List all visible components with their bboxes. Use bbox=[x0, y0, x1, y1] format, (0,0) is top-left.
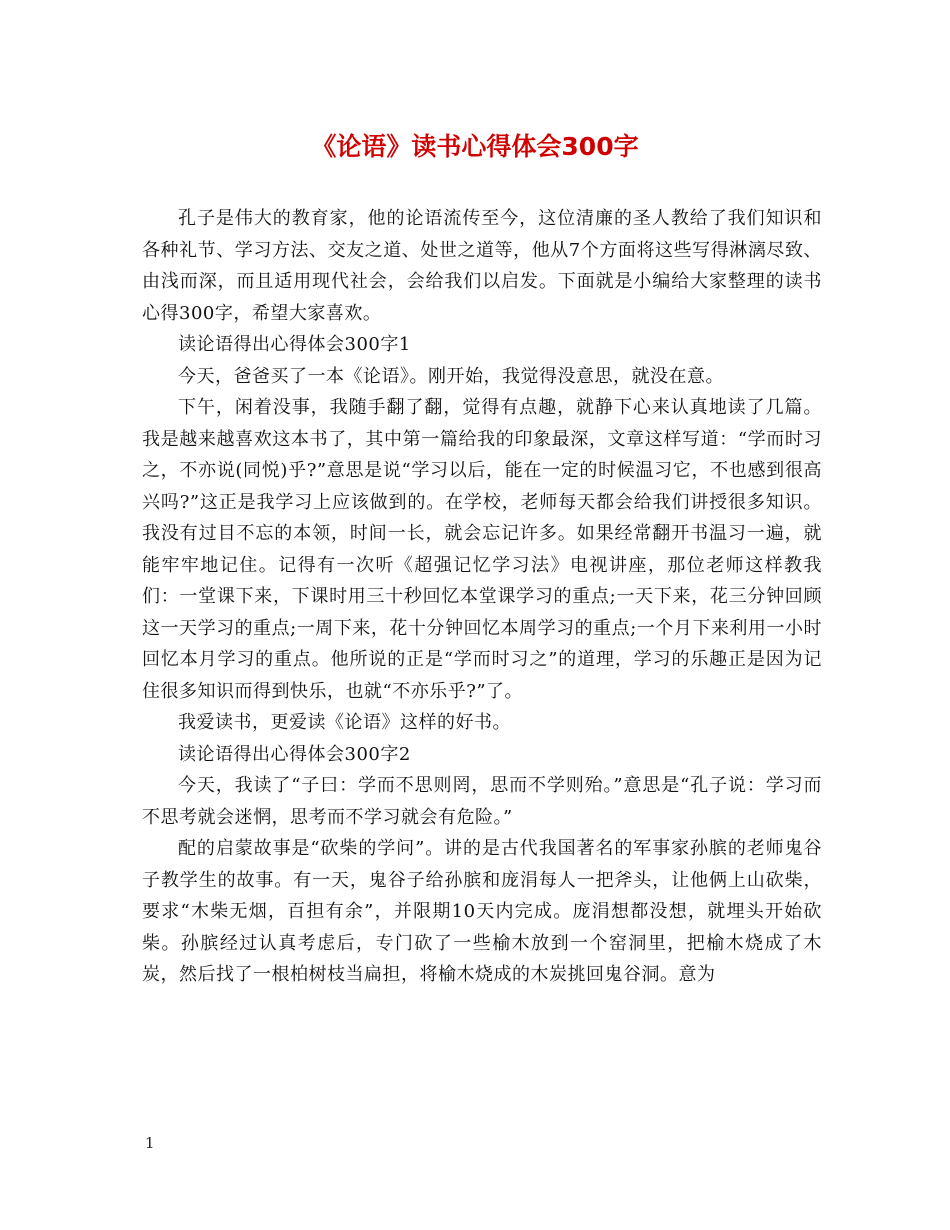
document-body bbox=[142, 203, 822, 991]
body-paragraph: 下午，闲着没事，我随手翻了翻，觉得有点趣，就静下心来认真地读了几篇。我是越来越喜欢这本书了，其中第一篇给我的印象最深，文章这样写道：“学而时习之，不亦说(同悦)乎?”意思是说“学习以后，能在一定的时候温习它，不也感到很高兴吗?”这正是我学习上应该做到的。在学校，老师每天都会给我们讲授很多知识。我没有过目不忘的本领，时间一长，就会忘记许多。如果经常翻开书温习一遍，就能牢牢地记住。记得有一次听《超强记忆学习法》电视讲座，那位老师这样教我们：一堂课下来，下课时用三十秒回忆本堂课学习的重点;一天下来，花三分钟回顾这一天学习的重点;一周下来，花十分钟回忆本周学习的重点;一个月下来利用一小时回忆本月学习的重点。他所说的正是“学而时习之”的道理，学习的乐趣正是因为记住很多知识而得到快乐，也就“不亦乐乎?”了。 bbox=[142, 397, 822, 702]
body-paragraph: 我爱读书，更爱读《论语》这样的好书。 bbox=[178, 712, 511, 733]
page-title: 《论语》读书心得体会300字 bbox=[311, 132, 639, 161]
body-paragraph: 今天，我读了“子曰：学而不思则罔，思而不学则殆。”意思是“孔子说：学习而不思考就会迷惘，思考而不学习就会有危险。” bbox=[142, 775, 822, 828]
body-paragraph: 今天，爸爸买了一本《论语》。刚开始，我觉得没意思，就没在意。 bbox=[178, 365, 724, 387]
body-paragraph: 配的启蒙故事是“砍柴的学问”。讲的是古代我国著名的军事家孙膑的老师鬼谷子教学生的故事。有一天，鬼谷子给孙膑和庞涓每人一把斧头，让他俩上山砍柴，要求“木柴无烟，百担有余”，并限期10天内完成。庞涓想都没想，就埋头开始砍柴。孙膑经过认真考虑后，专门砍了一些榆木放到一个窑洞里，把榆木烧成了木炭，然后找了一根柏树枝当扁担，将榆木烧成的木炭挑回鬼谷洞。意为 bbox=[142, 838, 822, 985]
intro-paragraph: 孔子是伟大的教育家，他的论语流传至今，这位清廉的圣人教给了我们知识和各种礼节、学习方法、交友之道、处世之道等，他从7个方面将这些写得淋漓尽致、由浅而深，而且适用现代社会，会给我们以启发。下面就是小编给大家整理的读书心得300字，希望大家喜欢。 bbox=[142, 208, 822, 324]
section-heading-2: 读论语得出心得体会300字2 bbox=[178, 743, 411, 765]
page-number: 1 bbox=[145, 1134, 155, 1152]
section-heading-1: 读论语得出心得体会300字1 bbox=[178, 334, 411, 355]
